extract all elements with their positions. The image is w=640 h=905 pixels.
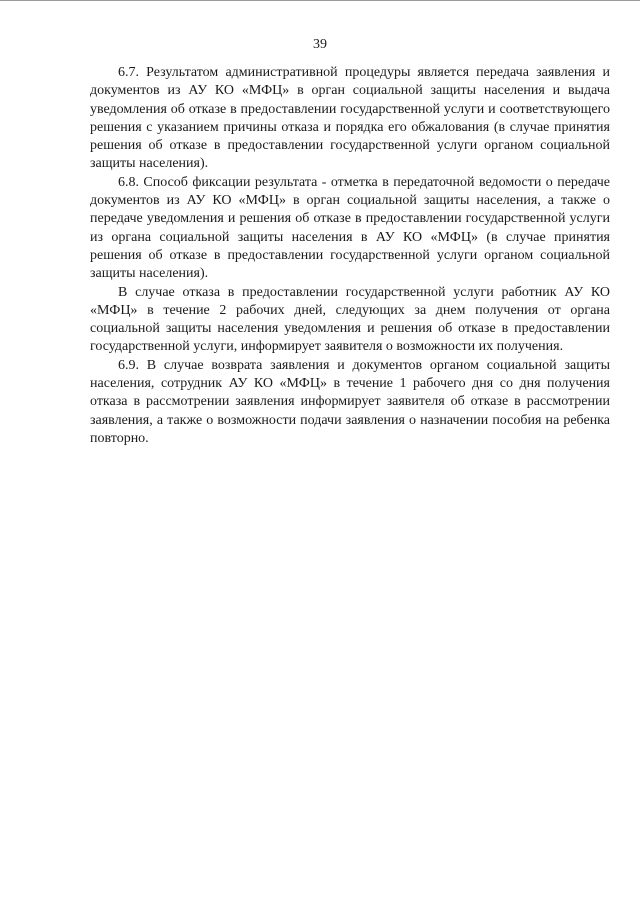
document-body — [90, 64, 610, 448]
paragraph-6-8: 6.8. Способ фиксации результата - отметка в передаточной ведомости о передаче документов из АУ КО «МФЦ» в орган социальной защиты населения, а также о передаче уведомления и решения об отказе в предоставлении государственной услуги из органа социальной защиты населения в АУ КО «МФЦ» (в случае принятия решения об отказе в предоставлении государственной услуги органом социальной защиты населения). — [90, 174, 610, 282]
page-number: 39 — [313, 37, 327, 52]
top-border-line — [0, 0, 640, 1]
paragraph-6-9: 6.9. В случае возврата заявления и документов органом социальной защиты населения, сотрудник АУ КО «МФЦ» в течение 1 рабочего дня со дня получения отказа в рассмотрении заявления информирует заявителя об отказе в рассмотрении заявления, а также о возможности подачи заявления о назначении пособия на ребенка повторно. — [90, 357, 610, 446]
paragraph-6-7: 6.7. Результатом административной процедуры является передача заявления и документов из АУ КО «МФЦ» в орган социальной защиты населения и выдача уведомления об отказе в предоставлении государственной услуги и соответствующего решения с указанием причины отказа и порядка его обжалования (в случае принятия решения об отказе в предоставлении государственной услуги органом социальной защиты населения). — [90, 65, 610, 172]
paragraph-refusal-notice: В случае отказа в предоставлении государственной услуги работник АУ КО «МФЦ» в течение 2 рабочих дней, следующих за днем получения от органа социальной защиты населения уведомления и решения об отказе в предоставлении государственной услуги, информирует заявителя о возможности их получения. — [90, 284, 610, 355]
